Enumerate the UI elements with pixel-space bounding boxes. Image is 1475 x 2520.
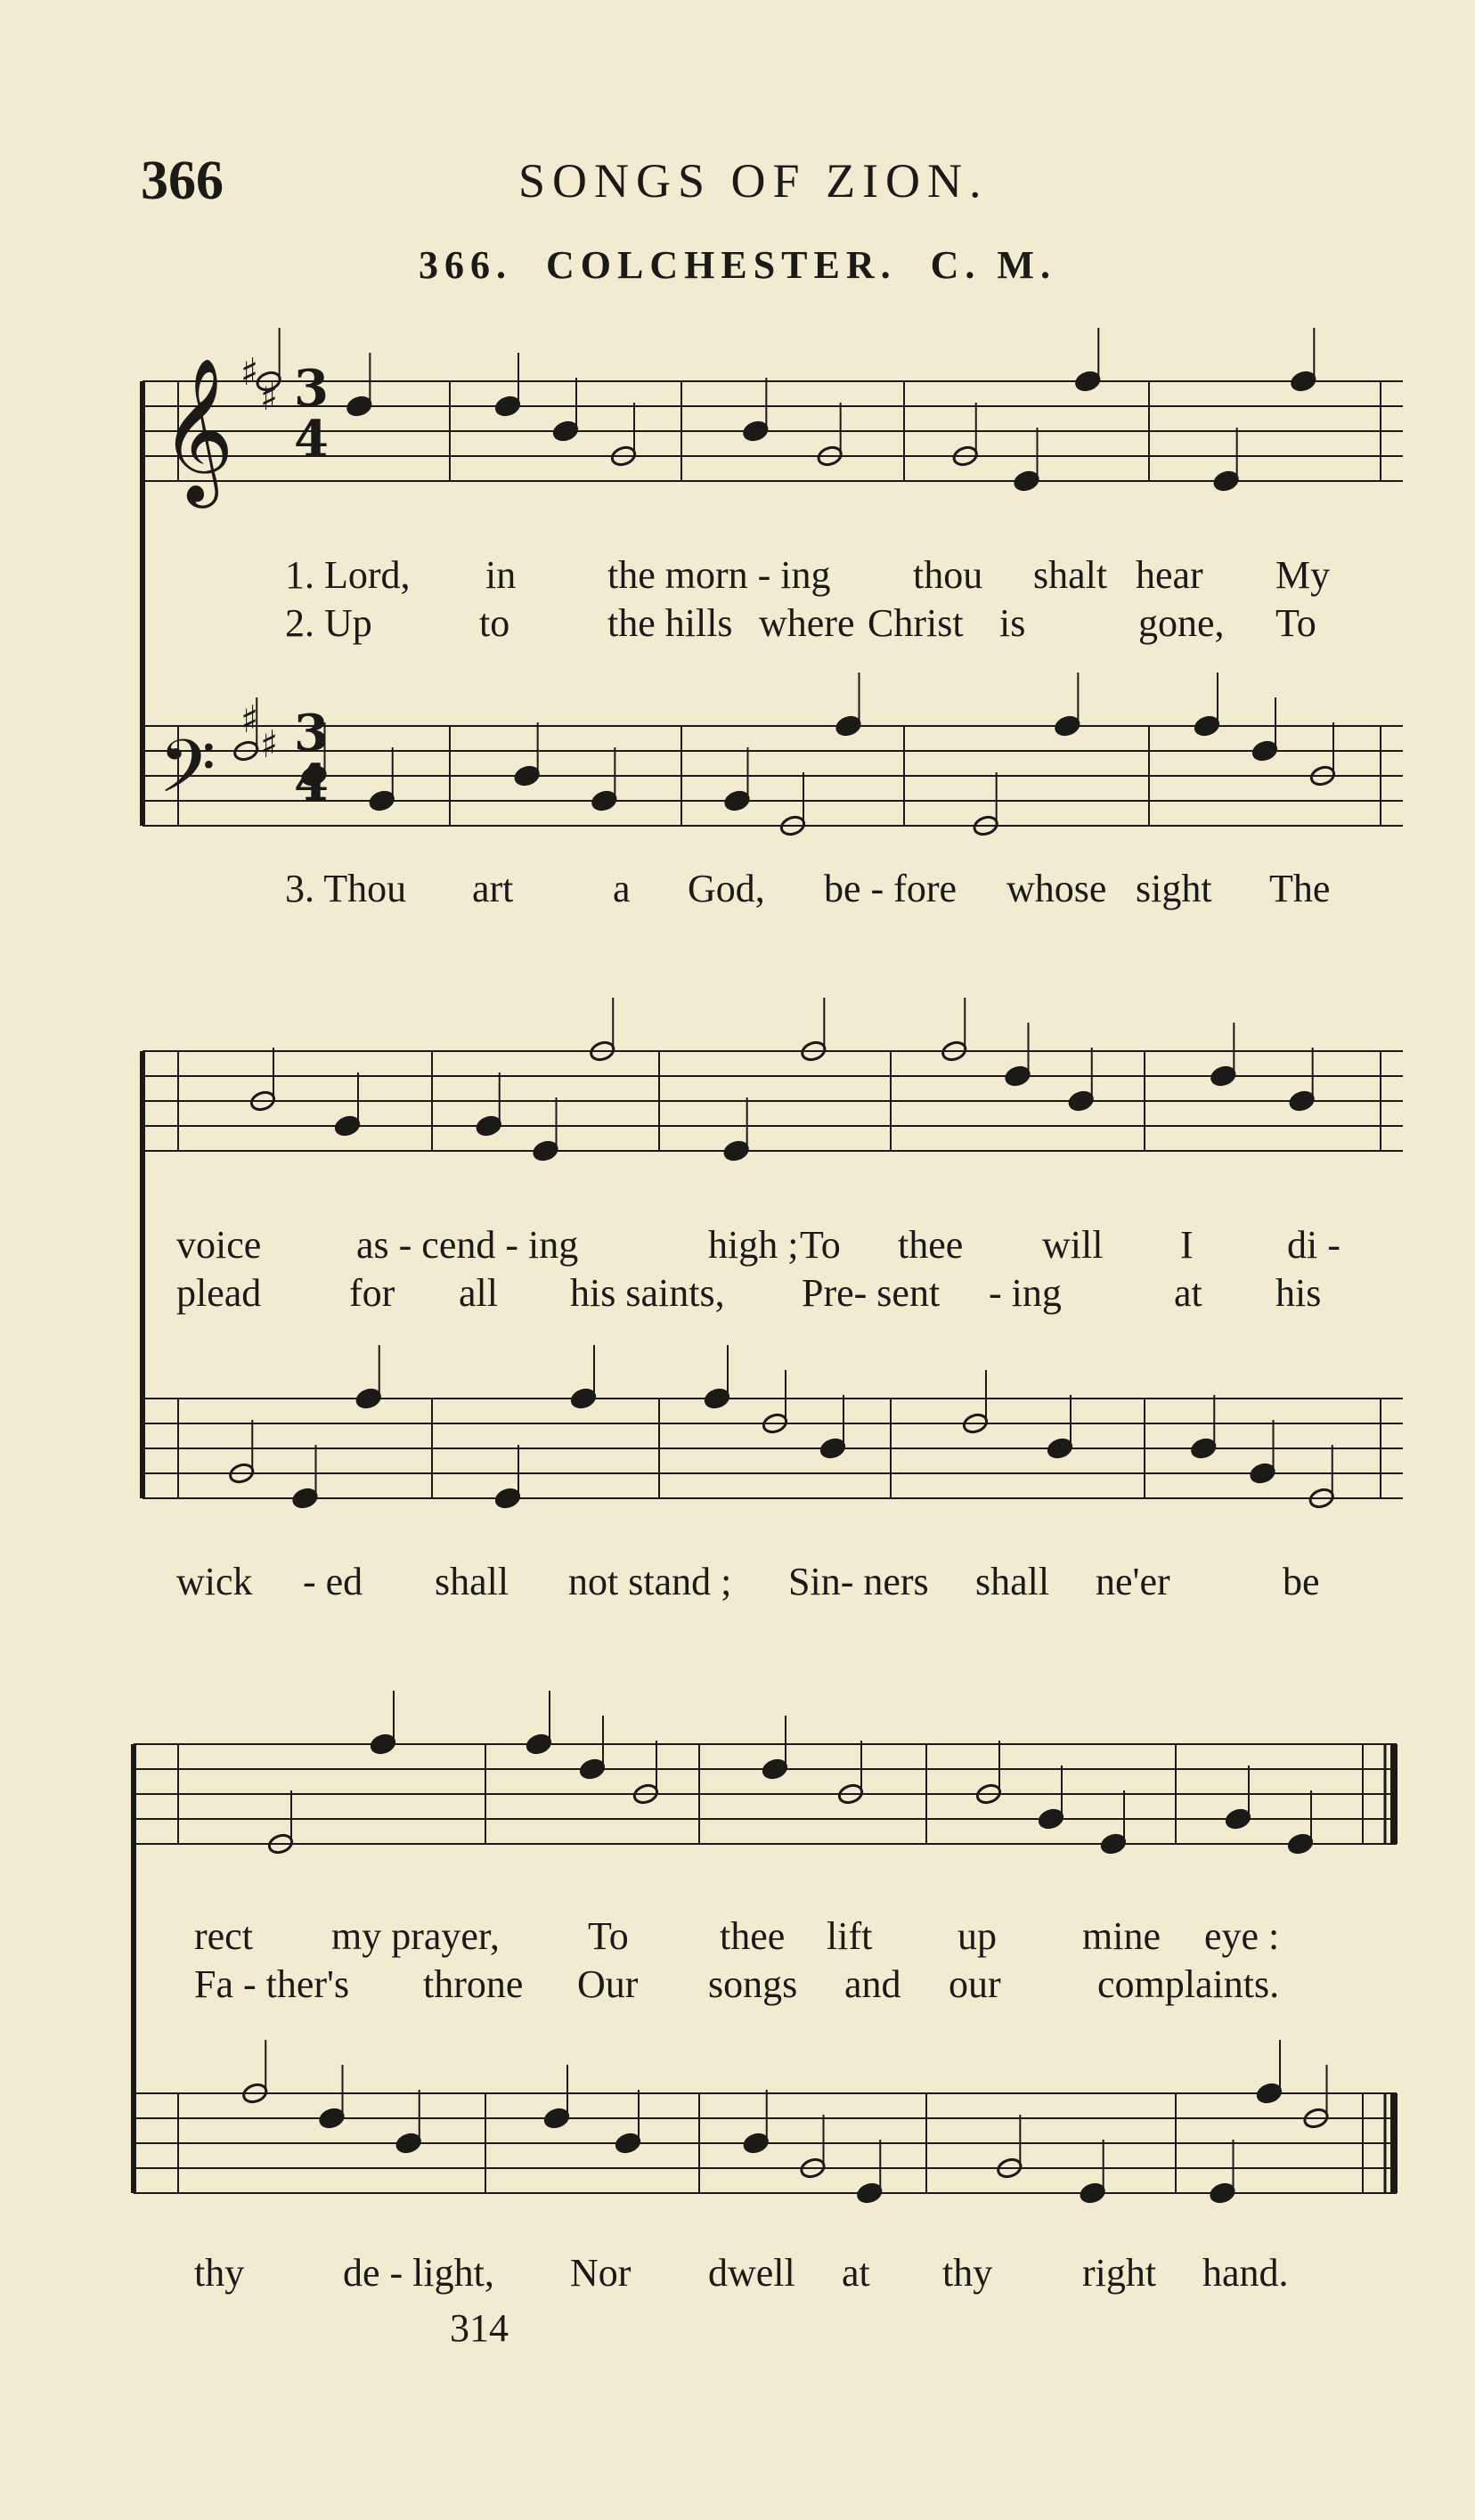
syllable: Christ bbox=[868, 601, 964, 645]
syllable: to bbox=[479, 601, 510, 645]
syllable: my prayer, bbox=[331, 1914, 500, 1958]
syllable: Fa - ther's bbox=[194, 1962, 350, 2006]
syllable: a bbox=[613, 867, 631, 910]
syllable: thee bbox=[898, 1223, 964, 1267]
syllable: Nor bbox=[570, 2251, 632, 2295]
note-head bbox=[1013, 469, 1040, 493]
syllable: complaints. bbox=[1097, 1962, 1280, 2006]
note-head bbox=[704, 1387, 731, 1410]
note-head bbox=[1054, 714, 1081, 738]
syllable: all bbox=[459, 1271, 498, 1315]
page-number: 366 bbox=[141, 151, 224, 211]
syllable: voice bbox=[176, 1223, 262, 1267]
note-head bbox=[742, 2132, 770, 2155]
time-signature-digit: 3 bbox=[294, 359, 329, 418]
running-title: SONGS OF ZION. bbox=[518, 154, 989, 208]
syllable: hand. bbox=[1202, 2251, 1289, 2295]
syllable: Pre- sent bbox=[802, 1271, 941, 1315]
note-head bbox=[835, 714, 862, 738]
sharp-icon: ♯ bbox=[240, 697, 259, 741]
syllable: where bbox=[759, 601, 855, 645]
note-head bbox=[570, 1387, 598, 1410]
syllable: plead bbox=[176, 1271, 262, 1315]
note-head bbox=[723, 789, 751, 812]
note-head bbox=[722, 1139, 750, 1162]
note-head bbox=[1209, 2182, 1236, 2205]
syllable: To bbox=[588, 1914, 629, 1958]
syllable: not stand ; bbox=[568, 1560, 732, 1603]
syllable: be - fore bbox=[824, 867, 958, 910]
syllable: his bbox=[1275, 1271, 1322, 1315]
note-head bbox=[494, 395, 522, 418]
syllable: eye : bbox=[1204, 1914, 1280, 1958]
syllable: hear bbox=[1136, 553, 1203, 597]
note-head bbox=[856, 2182, 884, 2205]
note-head bbox=[334, 1114, 362, 1138]
syllable: shall bbox=[435, 1560, 509, 1603]
note-head bbox=[346, 395, 373, 418]
note-head bbox=[1047, 1437, 1074, 1460]
syllable: be bbox=[1283, 1560, 1320, 1603]
syllable: God, bbox=[688, 867, 765, 910]
syllable: I bbox=[1180, 1223, 1194, 1267]
note-head bbox=[1067, 1089, 1095, 1113]
syllable: 1. Lord, bbox=[285, 553, 411, 597]
note-head bbox=[762, 1757, 789, 1781]
syllable: up bbox=[958, 1914, 997, 1958]
syllable: right bbox=[1082, 2251, 1157, 2295]
note-head bbox=[526, 1733, 553, 1756]
note-head bbox=[1256, 2082, 1283, 2105]
syllable: rect bbox=[194, 1914, 253, 1958]
note-head bbox=[552, 420, 580, 443]
syllable: in bbox=[485, 553, 517, 597]
note-head bbox=[291, 1487, 319, 1510]
note-head bbox=[1225, 1807, 1252, 1831]
note-head bbox=[742, 420, 770, 443]
syllable: thy bbox=[942, 2251, 993, 2295]
syllable: for bbox=[349, 1271, 395, 1315]
note-head bbox=[1074, 370, 1102, 393]
syllable: and bbox=[844, 1962, 901, 2006]
syllable: our bbox=[949, 1962, 1001, 2006]
folio-number: 314 bbox=[450, 2306, 509, 2350]
hymn-number: 366. bbox=[419, 243, 513, 287]
syllable: thy bbox=[194, 2251, 245, 2295]
note-head bbox=[1100, 1832, 1128, 1855]
note-head bbox=[1004, 1064, 1031, 1088]
note-head bbox=[543, 2107, 571, 2130]
syllable: 3. Thou bbox=[285, 867, 407, 910]
syllable: mine bbox=[1082, 1914, 1161, 1958]
note-head bbox=[1079, 2182, 1106, 2205]
note-head bbox=[368, 789, 395, 812]
syllable: thou bbox=[913, 553, 983, 597]
syllable: - ing bbox=[989, 1271, 1062, 1315]
syllable: as - cend - ing bbox=[356, 1223, 579, 1267]
syllable: ne'er bbox=[1096, 1560, 1170, 1603]
syllable: thee bbox=[720, 1914, 786, 1958]
hymn-meter: C. M. bbox=[930, 243, 1056, 287]
syllable: throne bbox=[423, 1962, 524, 2006]
syllable: To bbox=[1275, 601, 1316, 645]
syllable: lift bbox=[827, 1914, 873, 1958]
syllable: shalt bbox=[1033, 553, 1108, 597]
syllable: To bbox=[800, 1223, 841, 1267]
note-head bbox=[1038, 1807, 1065, 1831]
note-head bbox=[819, 1437, 847, 1460]
sharp-icon: ♯ bbox=[260, 375, 279, 419]
note-head bbox=[1212, 469, 1240, 493]
syllable: at bbox=[1174, 1271, 1202, 1315]
syllable: his saints, bbox=[570, 1271, 725, 1315]
syllable: at bbox=[842, 2251, 870, 2295]
treble-clef-icon: 𝄞 bbox=[160, 357, 234, 502]
note-head bbox=[395, 2132, 422, 2155]
syllable: My bbox=[1275, 553, 1331, 597]
note-head bbox=[579, 1757, 607, 1781]
time-signature-digit: 4 bbox=[294, 410, 329, 469]
syllable: the hills bbox=[607, 601, 733, 645]
note-head bbox=[318, 2107, 346, 2130]
syllable: gone, bbox=[1138, 601, 1225, 645]
time-signature-digit: 4 bbox=[294, 754, 329, 812]
syllable: whose bbox=[1006, 867, 1107, 910]
time-signature-digit: 3 bbox=[294, 704, 329, 763]
syllable: high ; bbox=[708, 1223, 799, 1267]
note-head bbox=[1251, 739, 1279, 763]
note-head bbox=[1190, 1437, 1218, 1460]
note-head bbox=[1290, 370, 1317, 393]
note-head bbox=[591, 789, 618, 812]
note-head bbox=[513, 764, 541, 787]
syllable: sight bbox=[1136, 867, 1212, 910]
syllable: The bbox=[1269, 867, 1331, 910]
syllable: will bbox=[1042, 1223, 1104, 1267]
bass-clef-icon: 𝄢 bbox=[159, 723, 216, 828]
note-head bbox=[1249, 1462, 1276, 1485]
sharp-icon: ♯ bbox=[260, 722, 279, 766]
syllable: is bbox=[999, 601, 1026, 645]
syllable: - ed bbox=[303, 1560, 363, 1603]
note-head bbox=[1288, 1089, 1316, 1113]
syllable: Our bbox=[577, 1962, 639, 2006]
note-head bbox=[370, 1733, 397, 1756]
syllable: the morn - ing bbox=[607, 553, 831, 597]
syllable: art bbox=[472, 867, 514, 910]
syllable: de - light, bbox=[343, 2251, 494, 2295]
syllable: Sin- ners bbox=[788, 1560, 929, 1603]
syllable: 2. Up bbox=[285, 601, 372, 645]
note-head bbox=[354, 1387, 382, 1410]
note-head bbox=[615, 2132, 642, 2155]
note-head bbox=[1287, 1832, 1315, 1855]
note-head bbox=[494, 1487, 522, 1510]
sharp-icon: ♯ bbox=[240, 350, 259, 394]
tune-name: COLCHESTER. bbox=[546, 243, 897, 287]
syllable: dwell bbox=[708, 2251, 795, 2295]
syllable: songs bbox=[708, 1962, 798, 2006]
syllable: di - bbox=[1287, 1223, 1341, 1267]
syllable: wick bbox=[176, 1560, 253, 1603]
note-head bbox=[1210, 1064, 1237, 1088]
syllable: shall bbox=[975, 1560, 1050, 1603]
note-head bbox=[475, 1114, 502, 1138]
note-head bbox=[1194, 714, 1221, 738]
note-head bbox=[532, 1139, 559, 1162]
